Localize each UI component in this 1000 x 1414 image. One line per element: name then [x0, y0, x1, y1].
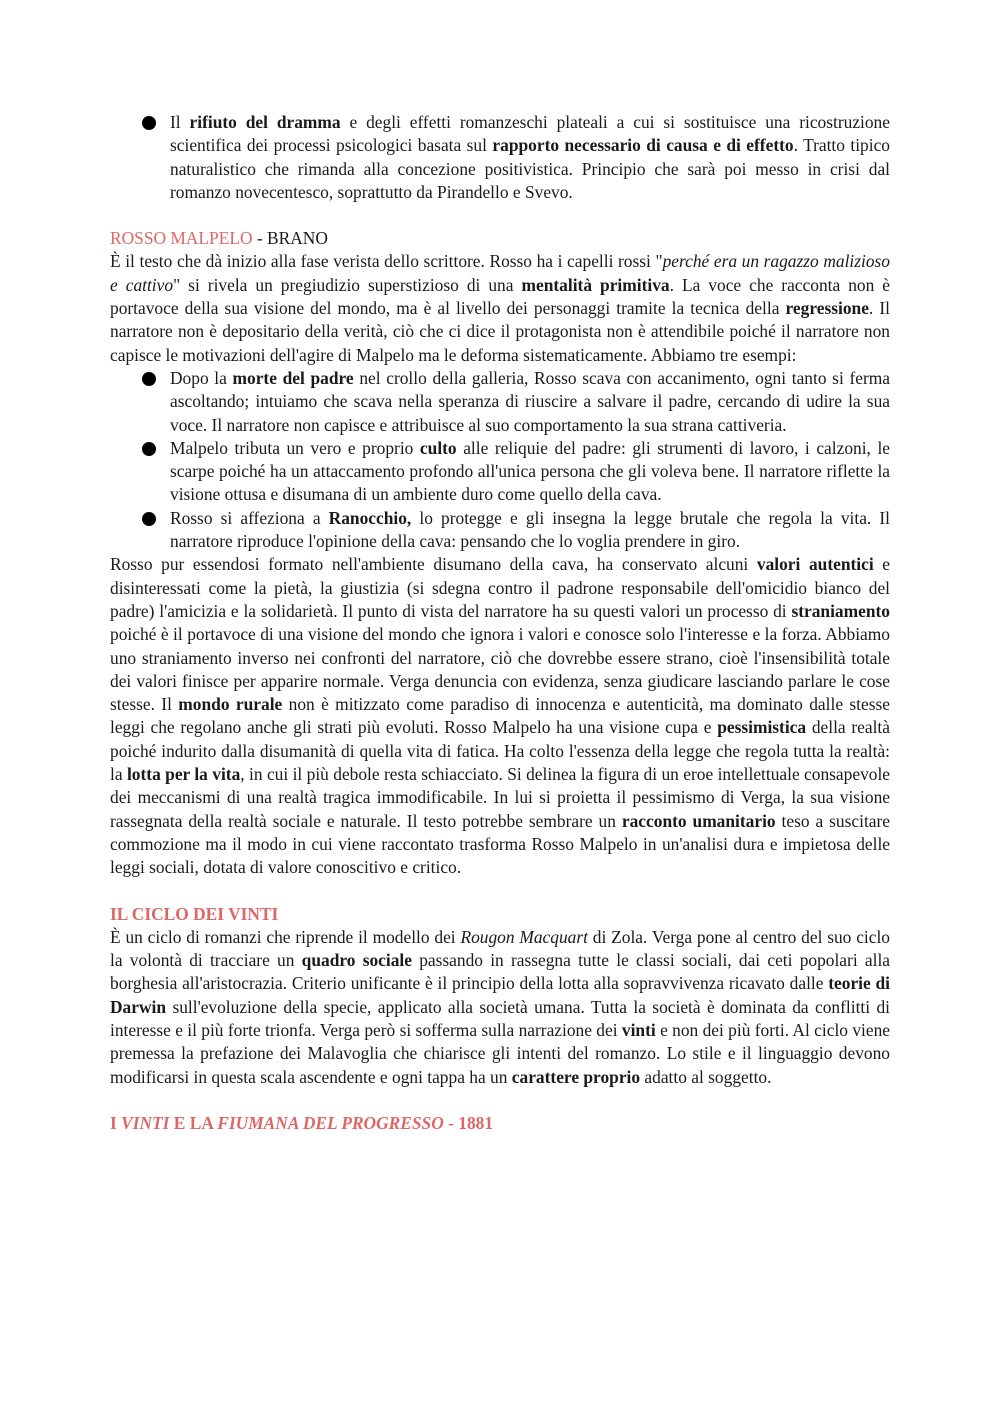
- paragraph-closing: Rosso pur essendosi formato nell'ambiente disumano della cava, ha conservato alcuni valori autentici e disinteressati come la pietà, la giustizia (si sdegna contro il padrone responsabile dell'omicidio bianco del padre) l'amicizia e la solidarietà. Il punto di vista del narratore ha su questi valori un processo di straniamento poiché è il portavoce di una visione del mondo che ignora i valori e conosce solo l'interesse e la forza. Abbiamo uno straniamento inverso nei confronti del narratore, ciò che dovrebbe essere strano, cioè l'insensibilità totale dei valori finisce per apparire normale. Verga denuncia con evidenza, senza giudicare lasciando parlare le cose stesse. Il mondo rurale non è mitizzato come paradiso di innocenza e autenticità, ma dominato dalle stesse leggi che regolano anche gli strati più evoluti. Rosso Malpelo ha una visione cupa e pessimistica della realtà poiché indurito dalla disumanità di quella vita di fatica. Ha colto l'essenza della legge che regola tutta la realtà: la lotta per la vita, in cui il più debole resta schiacciato. Si delinea la figura di un eroe intellettuale consapevole dei meccanismi di una realtà tragica immodificabile. In lui si proietta il pessimismo di Verga, la sua visione rassegnata della realtà sociale e naturale. Il testo potrebbe sembrare un racconto umanitario teso a suscitare commozione ma il modo in cui viene raccontato trasforma Rosso Malpelo in un'analisi dura e impietosa delle leggi sociali, dotata di valore conoscitivo e critico.: [110, 554, 891, 878]
- paragraph-ciclo: È un ciclo di romanzi che riprende il modello dei Rougon Macquart di Zola. Verga pone al centro del suo ciclo la volontà di tracciare un quadro sociale passando in rassegna tutte le classi sociali, dai ceti popolari alla borghesia all'aristocrazia. Criterio unificante è il principio della lotta alla sopravvivenza ricavato dalle teorie di Darwin sull'evoluzione della specie, applicato alla società umana. Tutta la società è dominata da conflitti di interesse e il più forte trionfa. Verga però si sofferma sulla narrazione dei vinti e non dei più forti. Al ciclo viene premessa la prefazione dei Malavoglia che chiarisce gli intenti del romanzo. Lo stile e il linguaggio devono modificarsi in questa scala ascendente e ogni tappa ha un carattere proprio adatto al soggetto.: [110, 926, 890, 1087]
- list-item: Malpelo tributa un vero e proprio culto alle reliquie del padre: gli strumenti di lavoro, i calzoni, le scarpe poiché ha un attaccamento profondo all'unica persona che gli voleva bene. Il narratore riflette la visione ottusa e disumana di un ambiente duro come quello della cava.: [110, 437, 890, 507]
- list-item: Rosso si affeziona a Ranocchio, lo protegge e gli insegna la legge brutale che regola la vita. Il narratore riproduce l'opinione della cava: pensando che lo voglia prendere in giro.: [110, 507, 890, 554]
- bullet-dot-icon: [142, 442, 156, 456]
- top-bullet-list: [110, 111, 890, 204]
- list-item: Il rifiuto del dramma e degli effetti romanzeschi plateali a cui si sostituisce una ricostruzione scientifica dei processi psicologici basata sul rapporto necessario di causa e di effetto. Tratto tipico naturalistico che rimanda alla concezione positivistica. Principio che sarà poi messo in crisi dal romanzo novecentesco, soprattutto da Pirandello e Svevo.: [110, 111, 890, 204]
- bullet-dot-icon: [142, 116, 156, 130]
- examples-bullet-list: [110, 367, 890, 553]
- bullet-dot-icon: [142, 372, 156, 386]
- section-heading-ciclo-dei-vinti: IL CICLO DEI VINTI: [110, 903, 279, 924]
- section-heading-vinti-fiumana: I VINTI E LA FIUMANA DEL PROGRESSO - 1881: [110, 1112, 494, 1133]
- list-item: Dopo la morte del padre nel crollo della galleria, Rosso scava con accanimento, ogni tanto si ferma ascoltando; intuiamo che scava nella speranza di riuscire a salvare il padre, cercando di udire la sua voce. Il narratore non capisce e attribuisce al suo comportamento la sua strana cattiveria.: [110, 367, 890, 437]
- section-heading-rosso-malpelo: ROSSO MALPELO - BRANO: [110, 228, 328, 249]
- bullet-dot-icon: [142, 512, 156, 526]
- paragraph-intro: È il testo che dà inizio alla fase verista dello scrittore. Rosso ha i capelli rossi "perché era un ragazzo malizioso e cattivo" si rivela un pregiudizio superstizioso di una mentalità primitiva. La voce che racconta non è portavoce della sua visione del mondo, ma è al livello dei personaggi tramite la tecnica della regressione. Il narratore non è depositario della verità, ciò che ci dice il protagonista non è attendibile poiché il narratore non capisce le motivazioni dell'agire di Malpelo ma le deforma sistematicamente. Abbiamo tre esempi:: [110, 251, 891, 365]
- document-body: [110, 111, 890, 1135]
